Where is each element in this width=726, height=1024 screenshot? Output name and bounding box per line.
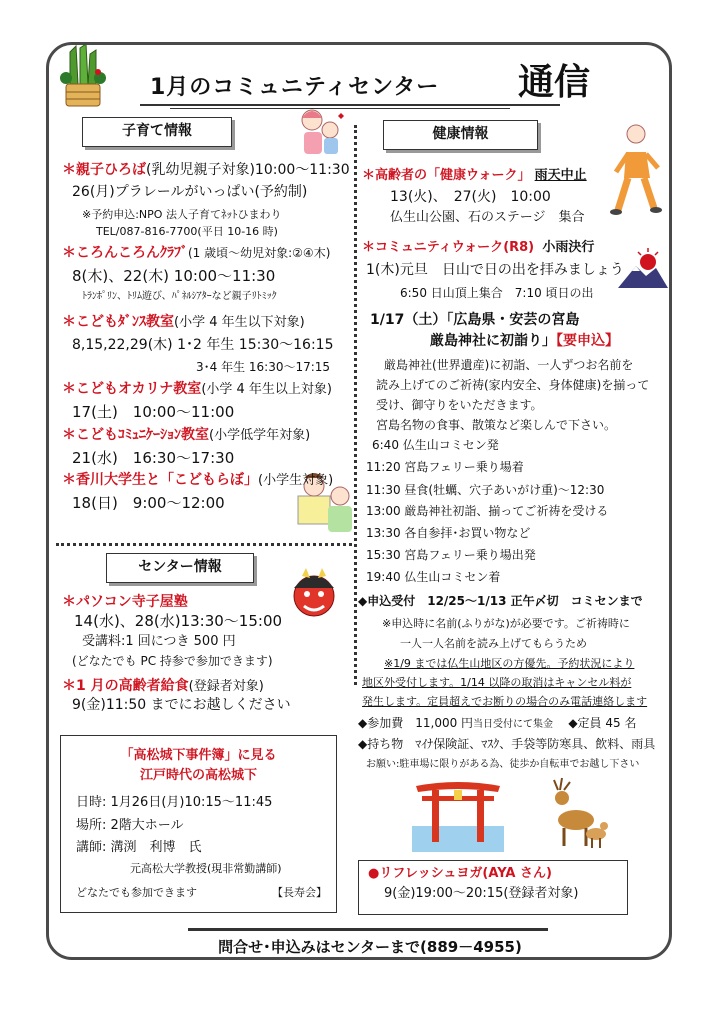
lecture-lecturer: 講師: 溝渕 利博 氏 — [76, 840, 202, 855]
fee: ◆参加費 11,000 円 — [358, 716, 474, 730]
mother-child-icon — [290, 102, 350, 162]
korokoro-line3: ﾄﾗﾝﾎﾟﾘﾝ、ﾄﾘﾑ遊び、ﾊﾟﾈﾙｼｱﾀｰなど親子ﾘﾄﾐｯｸ — [82, 291, 277, 302]
section-header-kenko: 健康情報 — [383, 120, 538, 150]
ocarina-title: ＊こどもオカリナ教室 — [62, 381, 202, 397]
lecture-place: 場所: 2階大ホール — [76, 818, 184, 833]
notice2: 地区外受付します。1/14 以降の取消はキャンセル料が — [362, 676, 632, 689]
cw-line2: 1(木)元旦 日山で日の出を拝みましょう — [366, 262, 624, 278]
horizontal-divider — [56, 543, 352, 546]
comm-row — [62, 427, 310, 444]
apply-note1: ※申込時に名前(ふりがな)が必要です。ご祈祷時に — [382, 617, 630, 630]
kadomatsu-icon — [58, 44, 108, 110]
fee-row — [358, 716, 636, 731]
trip-desc3: 受け、御守りをいただきます。 — [376, 398, 543, 412]
newsletter-title — [110, 58, 610, 108]
fee-note: 当日受付にて集金 — [473, 719, 554, 730]
notice1: ※1/9 までは仏生山地区の方優先。予約状況により — [384, 657, 635, 670]
lecture-title1: 「高松城下事件簿」に見る — [120, 748, 277, 763]
vertical-divider — [354, 125, 357, 685]
trip-desc2: 読み上げてのご祈祷(家内安全、身体健康)を揃って — [376, 378, 650, 392]
trip-desc4: 宮島名物の食事、散策など楽しんで下さい。 — [376, 418, 617, 432]
hiroba-line2: 26(月)プラレールがいっぱい(予約制) — [72, 184, 308, 200]
dance-target: (小学 4 年生以下対象) — [174, 315, 305, 330]
kagawa-title: ＊香川大学生と「こどもらぼ」 — [62, 472, 258, 488]
lunch-row — [62, 678, 264, 695]
walk-title: ＊高齢者の「健康ウォーク」 — [362, 168, 531, 183]
notice3: 発生します。定員超えでお断りの場合のみ電話連絡します — [362, 695, 648, 708]
pc-title: ＊パソコン寺子屋塾 — [62, 594, 188, 610]
korokoro-line2: 8(木)、22(木) 10:00～11:30 — [72, 267, 276, 285]
trip-date: 1/17（土）「広島県・安芸の宮島 — [370, 312, 580, 328]
title-main: 1月のコミュニティセンター — [150, 75, 440, 100]
pc-line1: 14(水)、28(水)13:30～15:00 — [74, 612, 283, 630]
schedule-1: 6:40 仏生山コミセン発 — [372, 438, 499, 452]
torii-icon — [412, 776, 504, 852]
lecture-lecturer-note: 元高松大学教授(現非常勤講師) — [130, 862, 282, 875]
trip-title-row — [430, 333, 619, 350]
pc-line3: (どなたでも PC 持参で参加できます) — [72, 654, 273, 668]
kagawa-row — [62, 472, 333, 489]
schedule-3: 11:30 昼食(牡蠣、穴子あいがけ重)～12:30 — [366, 483, 605, 497]
deer-icon — [548, 776, 612, 852]
hiroba-title: ＊親子ひろば — [62, 162, 146, 178]
ocarina-target: (小学 4 年生以上対象) — [201, 382, 332, 397]
comm-title: ＊こどもｺﾐｭﾆｹｰｼｮﾝ教室 — [62, 427, 209, 443]
pc-line2: 受講料:1 回につき 500 円 — [82, 634, 236, 649]
korokoro-title: ＊ころんころんｸﾗﾌﾞ — [62, 245, 188, 261]
walk-row — [362, 168, 587, 184]
lecture-date: 日時: 1月26日(月)10:15～11:45 — [76, 795, 273, 810]
trip-apply: 【要申込】 — [556, 333, 619, 349]
schedule-4: 13:00 厳島神社初詣、揃ってご祈祷を受ける — [366, 504, 609, 518]
cw-r8: (R8) — [503, 240, 535, 255]
dance-line2: 8,15,22,29(木) 1･2 年生 15:30～16:15 — [72, 337, 334, 353]
title-underline — [140, 104, 560, 106]
comm-line2: 21(水) 16:30～17:30 — [72, 449, 235, 467]
hiroba-note2: TEL/087-816-7700(平日 10-16 時) — [96, 225, 278, 238]
dance-title: ＊こどもﾀﾞﾝｽ教室 — [62, 314, 174, 330]
kagawa-target: (小学生対象) — [258, 473, 334, 488]
schedule-5: 13:30 各自参拝･お買い物など — [366, 526, 531, 540]
ocarina-line2: 17(土) 10:00～11:00 — [72, 403, 235, 421]
lunch-title: ＊1 月の高齢者給食 — [62, 678, 189, 694]
cw-title: ＊コミュニティウォーク — [362, 240, 504, 255]
kagawa-line2: 18(日) 9:00～12:00 — [72, 494, 225, 512]
walk-rain: 雨天中止 — [534, 168, 587, 183]
title-big: 通信 — [518, 62, 591, 103]
korokoro-row — [62, 245, 330, 262]
schedule-6: 15:30 宮島フェリー乗り場出発 — [366, 548, 536, 562]
cw-row — [362, 240, 594, 256]
comm-target: (小学低学年対象) — [209, 428, 311, 443]
lunch-line2: 9(金)11:50 までにお越しください — [72, 697, 291, 713]
footer-line — [188, 928, 548, 931]
lecture-open: どなたでも参加できます — [76, 886, 197, 899]
section-header-kosodate: 子育て情報 — [82, 117, 232, 147]
contact-footer: 問合せ･申込みはセンターまで(889－4955) — [218, 938, 522, 956]
lecture-title2: 江戸時代の高松城下 — [139, 768, 257, 783]
trip-title2: 厳島神社に初詣り」 — [430, 333, 556, 349]
hiroba-note1: ※予約申込:NPO 法人子育てﾈｯﾄひまわり — [82, 208, 282, 221]
hiroba-row — [62, 162, 350, 179]
hiroba-target: (乳幼児親子対象)10:00～11:30 — [146, 162, 350, 178]
ocarina-row — [62, 381, 332, 398]
dance-row — [62, 314, 305, 331]
schedule-7: 19:40 仏生山コミセン着 — [366, 570, 501, 584]
walking-man-icon — [606, 122, 666, 218]
sunrise-icon — [618, 248, 668, 288]
capacity: ◆定員 45 名 — [568, 716, 637, 730]
korokoro-target: (1 歳頃～幼児対象:②④木) — [188, 246, 331, 260]
dance-line3: 3･4 年生 16:30～17:15 — [196, 360, 331, 374]
cw-line3: 6:50 日山頂上集合 7:10 頃日の出 — [400, 286, 594, 300]
request: お願い:駐車場に限りがある為、徒歩か自転車でお越し下さい — [366, 759, 640, 770]
section-header-center: センター情報 — [106, 553, 254, 583]
items: ◆持ち物 ﾏｲﾅ保険証、ﾏｽｸ、手袋等防寒具、飲料、雨具 — [358, 737, 656, 751]
schedule-2: 11:20 宮島フェリー乗り場着 — [366, 460, 524, 474]
oni-mask-icon — [286, 566, 342, 622]
walk-line3: 仏生山公園、石のステージ 集合 — [390, 210, 585, 225]
yoga-line2: 9(金)19:00～20:15(登録者対象) — [384, 886, 579, 901]
apply-period: ◆申込受付 12/25～1/13 正午〆切 コミセンまで — [358, 594, 643, 608]
cw-rain: 小雨決行 — [542, 240, 595, 255]
apply-note2: 一人一人名前を読み上げてもらうため — [400, 637, 587, 650]
lecture-host: 【長寿会】 — [272, 886, 327, 899]
trip-desc1: 厳島神社(世界遺産)に初詣、一人ずつお名前を — [384, 358, 634, 372]
lunch-target: (登録者対象) — [188, 679, 264, 694]
walk-line2: 13(火)、 27(火) 10:00 — [390, 189, 551, 205]
yoga-title: ●リフレッシュヨガ(AYA さん) — [368, 866, 552, 881]
